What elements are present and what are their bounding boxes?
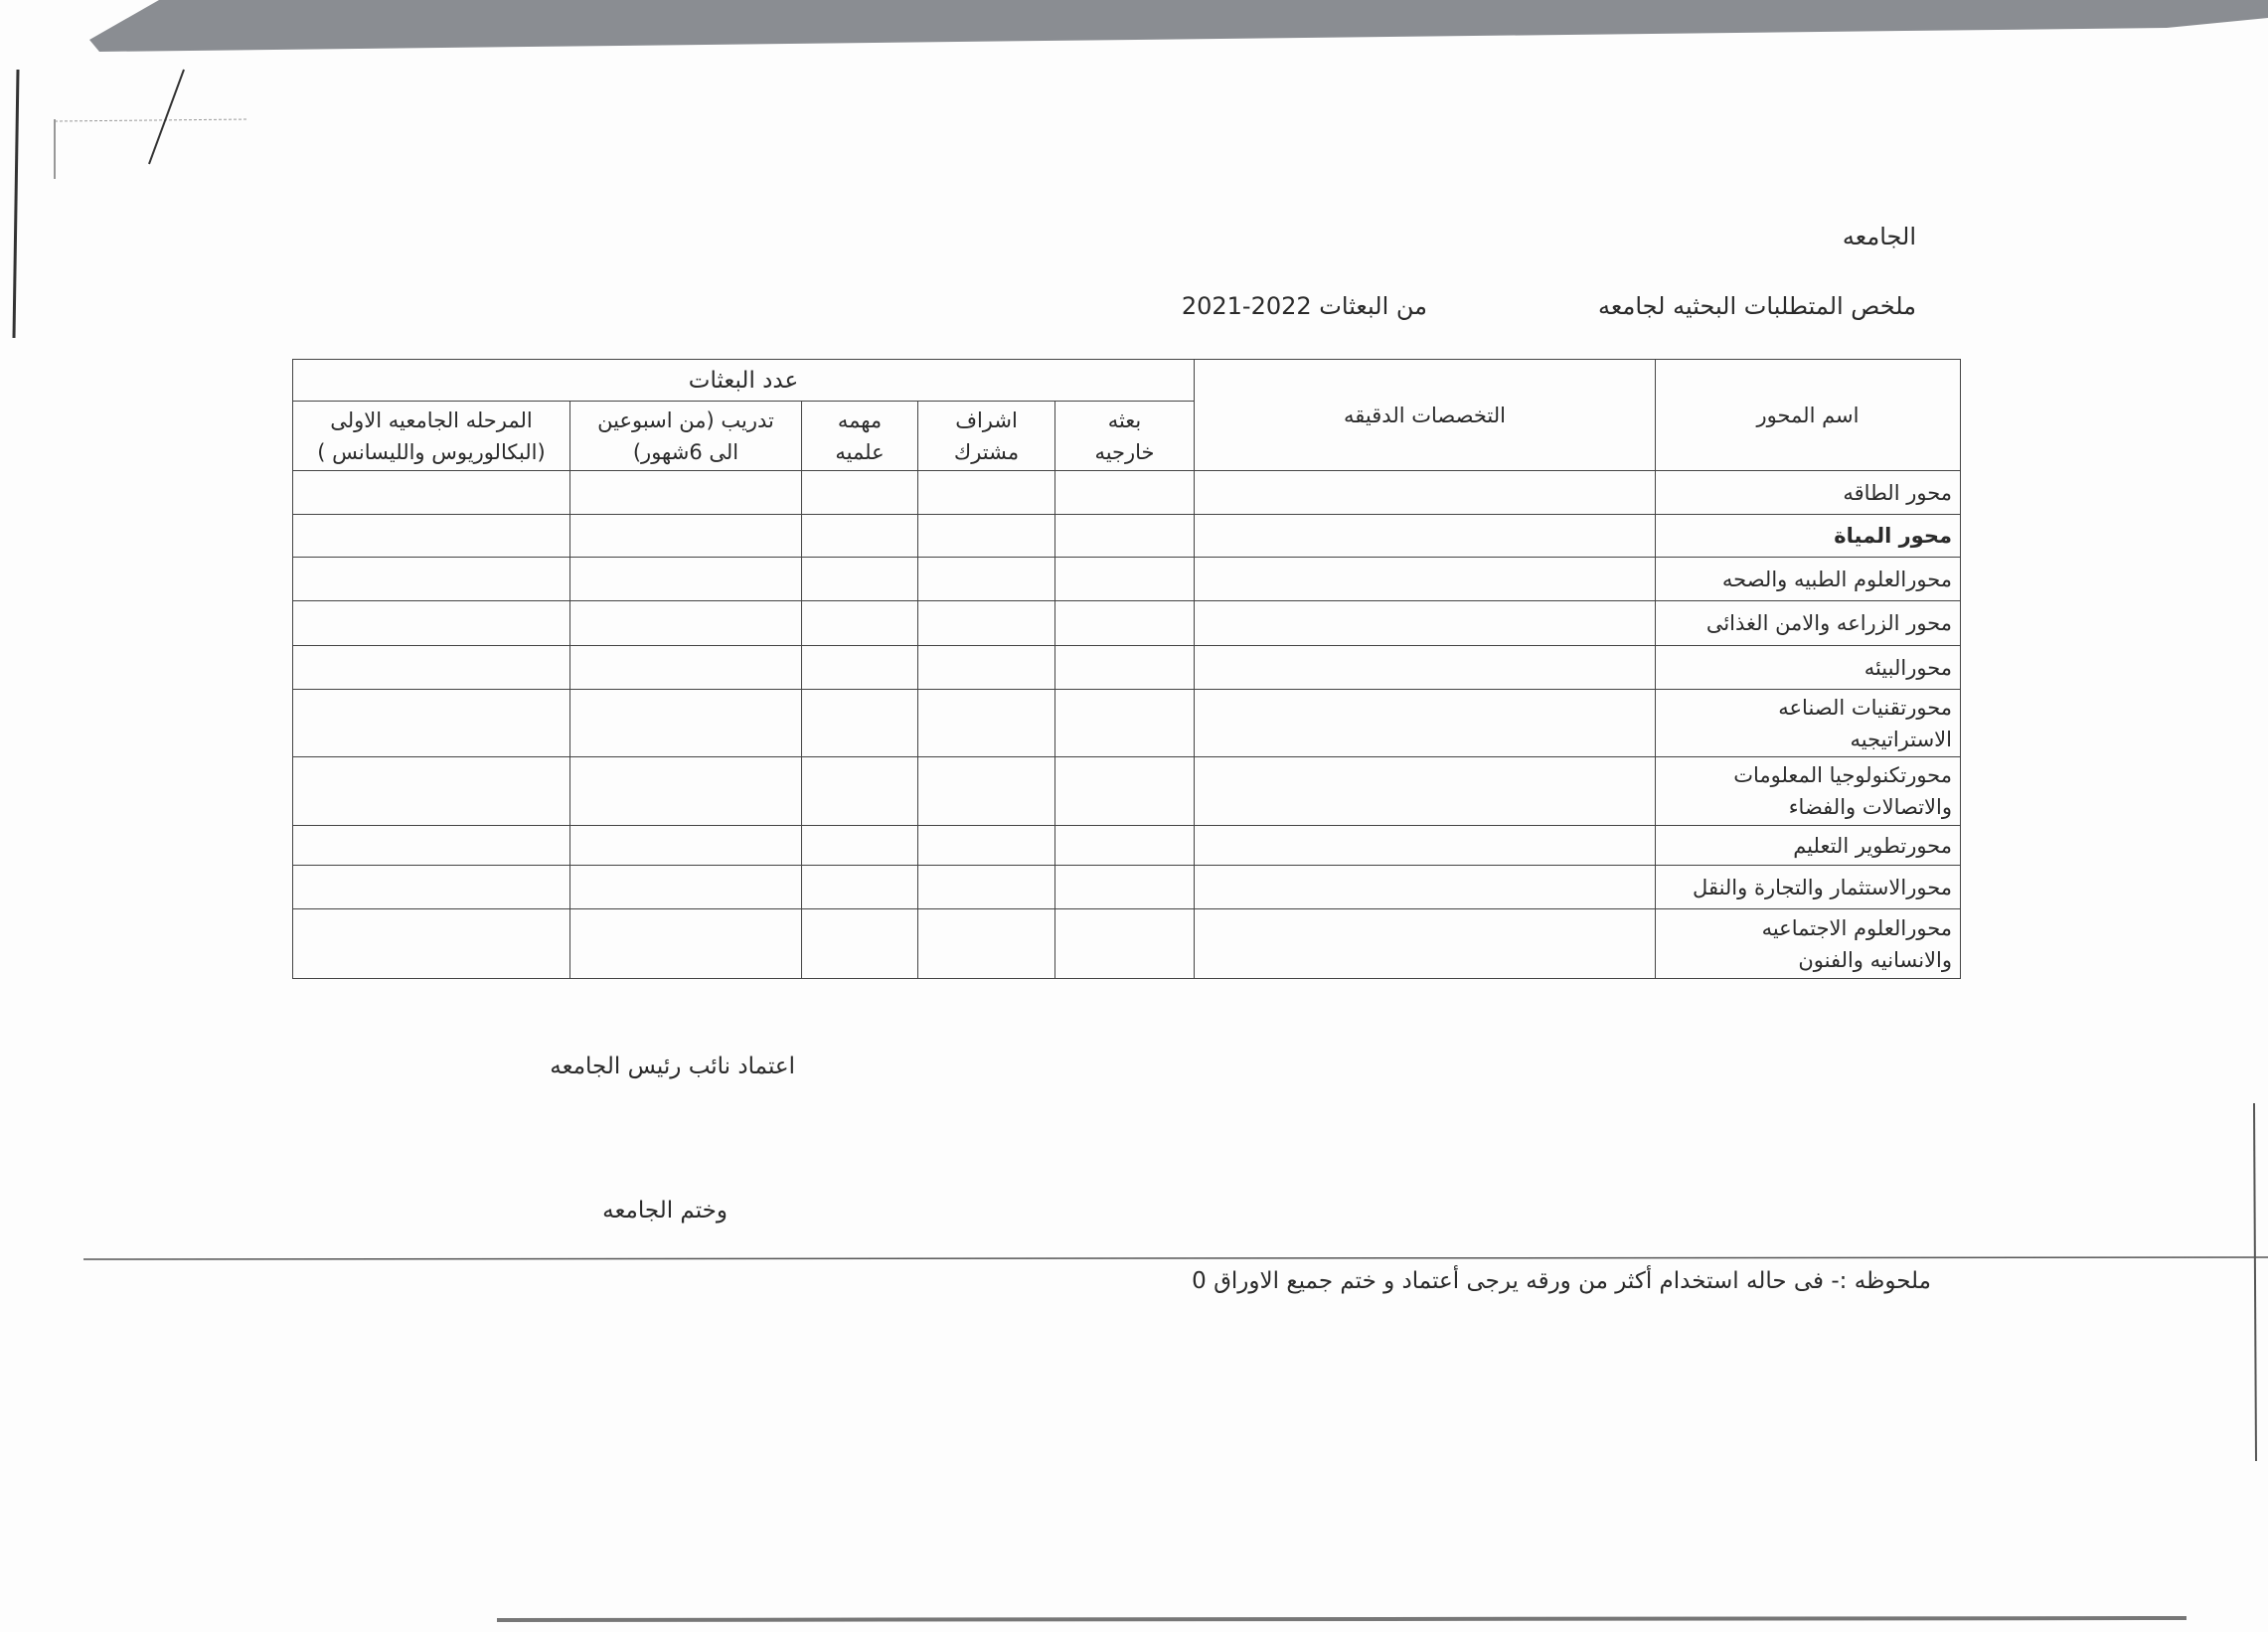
mission-count-cell[interactable]	[570, 866, 802, 909]
mission-count-cell[interactable]	[802, 558, 918, 601]
axis-name-cell	[1656, 558, 1961, 601]
axis-name-cell	[1656, 515, 1961, 558]
mission-count-cell[interactable]	[918, 601, 1055, 646]
mission-count-cell[interactable]	[918, 866, 1055, 909]
mission-count-cell[interactable]	[918, 471, 1055, 515]
axis-name-cell	[1656, 757, 1961, 826]
table-row	[293, 757, 1961, 826]
mission-count-cell[interactable]	[570, 757, 802, 826]
header-line: (البكالوريوس والليسانس )	[317, 439, 546, 464]
mission-count-cell[interactable]	[1055, 826, 1195, 866]
university-stamp-label: وختم الجامعه	[602, 1198, 728, 1224]
specializations-cell[interactable]	[1195, 471, 1656, 515]
mission-count-cell[interactable]	[1055, 515, 1195, 558]
footnote: ملحوظه :- فى حاله استخدام أكثر من ورقه يرجى أعتماد و ختم جميع الاوراق 0	[1192, 1268, 1931, 1294]
mission-count-cell[interactable]	[570, 909, 802, 979]
axis-name-cell	[1656, 646, 1961, 690]
mission-col-header	[802, 402, 918, 471]
col-specializations-header: التخصصات الدقيقه	[1195, 360, 1656, 471]
mission-count-cell[interactable]	[293, 515, 570, 558]
mission-count-cell[interactable]	[293, 866, 570, 909]
header-line: الى 6شهور)	[632, 439, 739, 464]
page-subtitle: من البعثات 2022-2021	[1181, 292, 1427, 320]
axis-name-line: محور الزراعه والامن الغذائى	[1705, 611, 1952, 635]
mission-count-cell[interactable]	[570, 558, 802, 601]
mission-count-cell[interactable]	[802, 757, 918, 826]
header-line: تدريب (من اسبوعين	[597, 408, 774, 432]
table-row	[293, 909, 1961, 979]
university-label: الجامعه	[1842, 223, 1916, 250]
header-line: مهمه	[837, 408, 883, 432]
mission-count-cell[interactable]	[570, 826, 802, 866]
specializations-cell[interactable]	[1195, 866, 1656, 909]
header-line: مشترك	[953, 439, 1020, 464]
requirements-table	[292, 359, 1961, 979]
table-row	[293, 826, 1961, 866]
missions-group-header: عدد البعثات	[293, 360, 1195, 402]
header-line: خارجيه	[1094, 439, 1155, 464]
axis-name-line: والاتصالات والفضاء	[1788, 795, 1952, 819]
mission-count-cell[interactable]	[293, 471, 570, 515]
header-line: بعثه	[1107, 408, 1142, 432]
mission-count-cell[interactable]	[570, 515, 802, 558]
axis-name-line: الاستراتيجيه	[1850, 727, 1952, 751]
axis-name-cell	[1656, 471, 1961, 515]
mission-count-cell[interactable]	[802, 471, 918, 515]
axis-name-line: والانسانيه والفنون	[1798, 947, 1952, 972]
mission-count-cell[interactable]	[802, 690, 918, 757]
axis-name-cell	[1656, 909, 1961, 979]
col-axis-header: اسم المحور	[1656, 360, 1961, 471]
mission-count-cell[interactable]	[1055, 866, 1195, 909]
mission-col-header	[293, 402, 570, 471]
specializations-cell[interactable]	[1195, 558, 1656, 601]
specializations-cell[interactable]	[1195, 515, 1656, 558]
mission-count-cell[interactable]	[802, 826, 918, 866]
mission-count-cell[interactable]	[293, 690, 570, 757]
axis-name-line: محور المياة	[1834, 524, 1952, 548]
header-line: اشراف	[955, 408, 1018, 432]
mission-count-cell[interactable]	[1055, 558, 1195, 601]
mission-count-cell[interactable]	[918, 515, 1055, 558]
axis-name-line: محورالاستثمار والتجارة والنقل	[1693, 875, 1952, 899]
specializations-cell[interactable]	[1195, 909, 1656, 979]
mission-count-cell[interactable]	[570, 601, 802, 646]
axis-name-line: محورالبيئه	[1863, 655, 1952, 680]
mission-count-cell[interactable]	[918, 826, 1055, 866]
specializations-cell[interactable]	[1195, 757, 1656, 826]
table-row	[293, 646, 1961, 690]
mission-count-cell[interactable]	[570, 690, 802, 757]
mission-count-cell[interactable]	[802, 515, 918, 558]
table-row	[293, 866, 1961, 909]
mission-count-cell[interactable]	[918, 757, 1055, 826]
mission-count-cell[interactable]	[802, 601, 918, 646]
specializations-cell[interactable]	[1195, 646, 1656, 690]
mission-count-cell[interactable]	[918, 558, 1055, 601]
table-row	[293, 601, 1961, 646]
mission-count-cell[interactable]	[1055, 690, 1195, 757]
axis-name-line: محورتطوير التعليم	[1793, 833, 1952, 858]
mission-count-cell[interactable]	[802, 866, 918, 909]
mission-count-cell[interactable]	[570, 646, 802, 690]
mission-count-cell[interactable]	[293, 826, 570, 866]
axis-name-cell	[1656, 826, 1961, 866]
mission-count-cell[interactable]	[293, 757, 570, 826]
page-title: ملخص المتطلبات البحثيه لجامعه	[1598, 292, 1916, 320]
mission-count-cell[interactable]	[1055, 601, 1195, 646]
axis-name-cell	[1656, 690, 1961, 757]
specializations-cell[interactable]	[1195, 601, 1656, 646]
mission-count-cell[interactable]	[918, 690, 1055, 757]
table-row	[293, 690, 1961, 757]
axis-name-line: محورالعلوم الاجتماعيه	[1761, 915, 1952, 940]
axis-name-line: محور الطاقه	[1843, 480, 1952, 505]
header-line: المرحله الجامعيه الاولى	[330, 408, 533, 432]
table-row	[293, 515, 1961, 558]
mission-count-cell[interactable]	[918, 909, 1055, 979]
axis-name-line: محورتكنولوجيا المعلومات	[1733, 763, 1952, 787]
axis-name-cell	[1656, 601, 1961, 646]
mission-col-header	[918, 402, 1055, 471]
mission-count-cell[interactable]	[1055, 646, 1195, 690]
table-row	[293, 558, 1961, 601]
table-row	[293, 471, 1961, 515]
mission-col-header	[570, 402, 802, 471]
specializations-cell[interactable]	[1195, 690, 1656, 757]
specializations-cell[interactable]	[1195, 826, 1656, 866]
mission-count-cell[interactable]	[293, 558, 570, 601]
mission-count-cell[interactable]	[293, 601, 570, 646]
mission-count-cell[interactable]	[570, 471, 802, 515]
mission-count-cell[interactable]	[1055, 471, 1195, 515]
mission-count-cell[interactable]	[802, 646, 918, 690]
axis-name-line: محورالعلوم الطبيه والصحه	[1721, 567, 1952, 591]
mission-count-cell[interactable]	[1055, 757, 1195, 826]
vice-president-approval-label: اعتماد نائب رئيس الجامعه	[550, 1054, 795, 1079]
mission-count-cell[interactable]	[293, 646, 570, 690]
axis-name-cell	[1656, 866, 1961, 909]
axis-name-line: محورتقنيات الصناعه	[1778, 695, 1952, 720]
mission-col-header	[1055, 402, 1195, 471]
mission-count-cell[interactable]	[918, 646, 1055, 690]
header-line: علميه	[835, 439, 885, 464]
mission-count-cell[interactable]	[293, 909, 570, 979]
mission-count-cell[interactable]	[1055, 909, 1195, 979]
mission-count-cell[interactable]	[802, 909, 918, 979]
